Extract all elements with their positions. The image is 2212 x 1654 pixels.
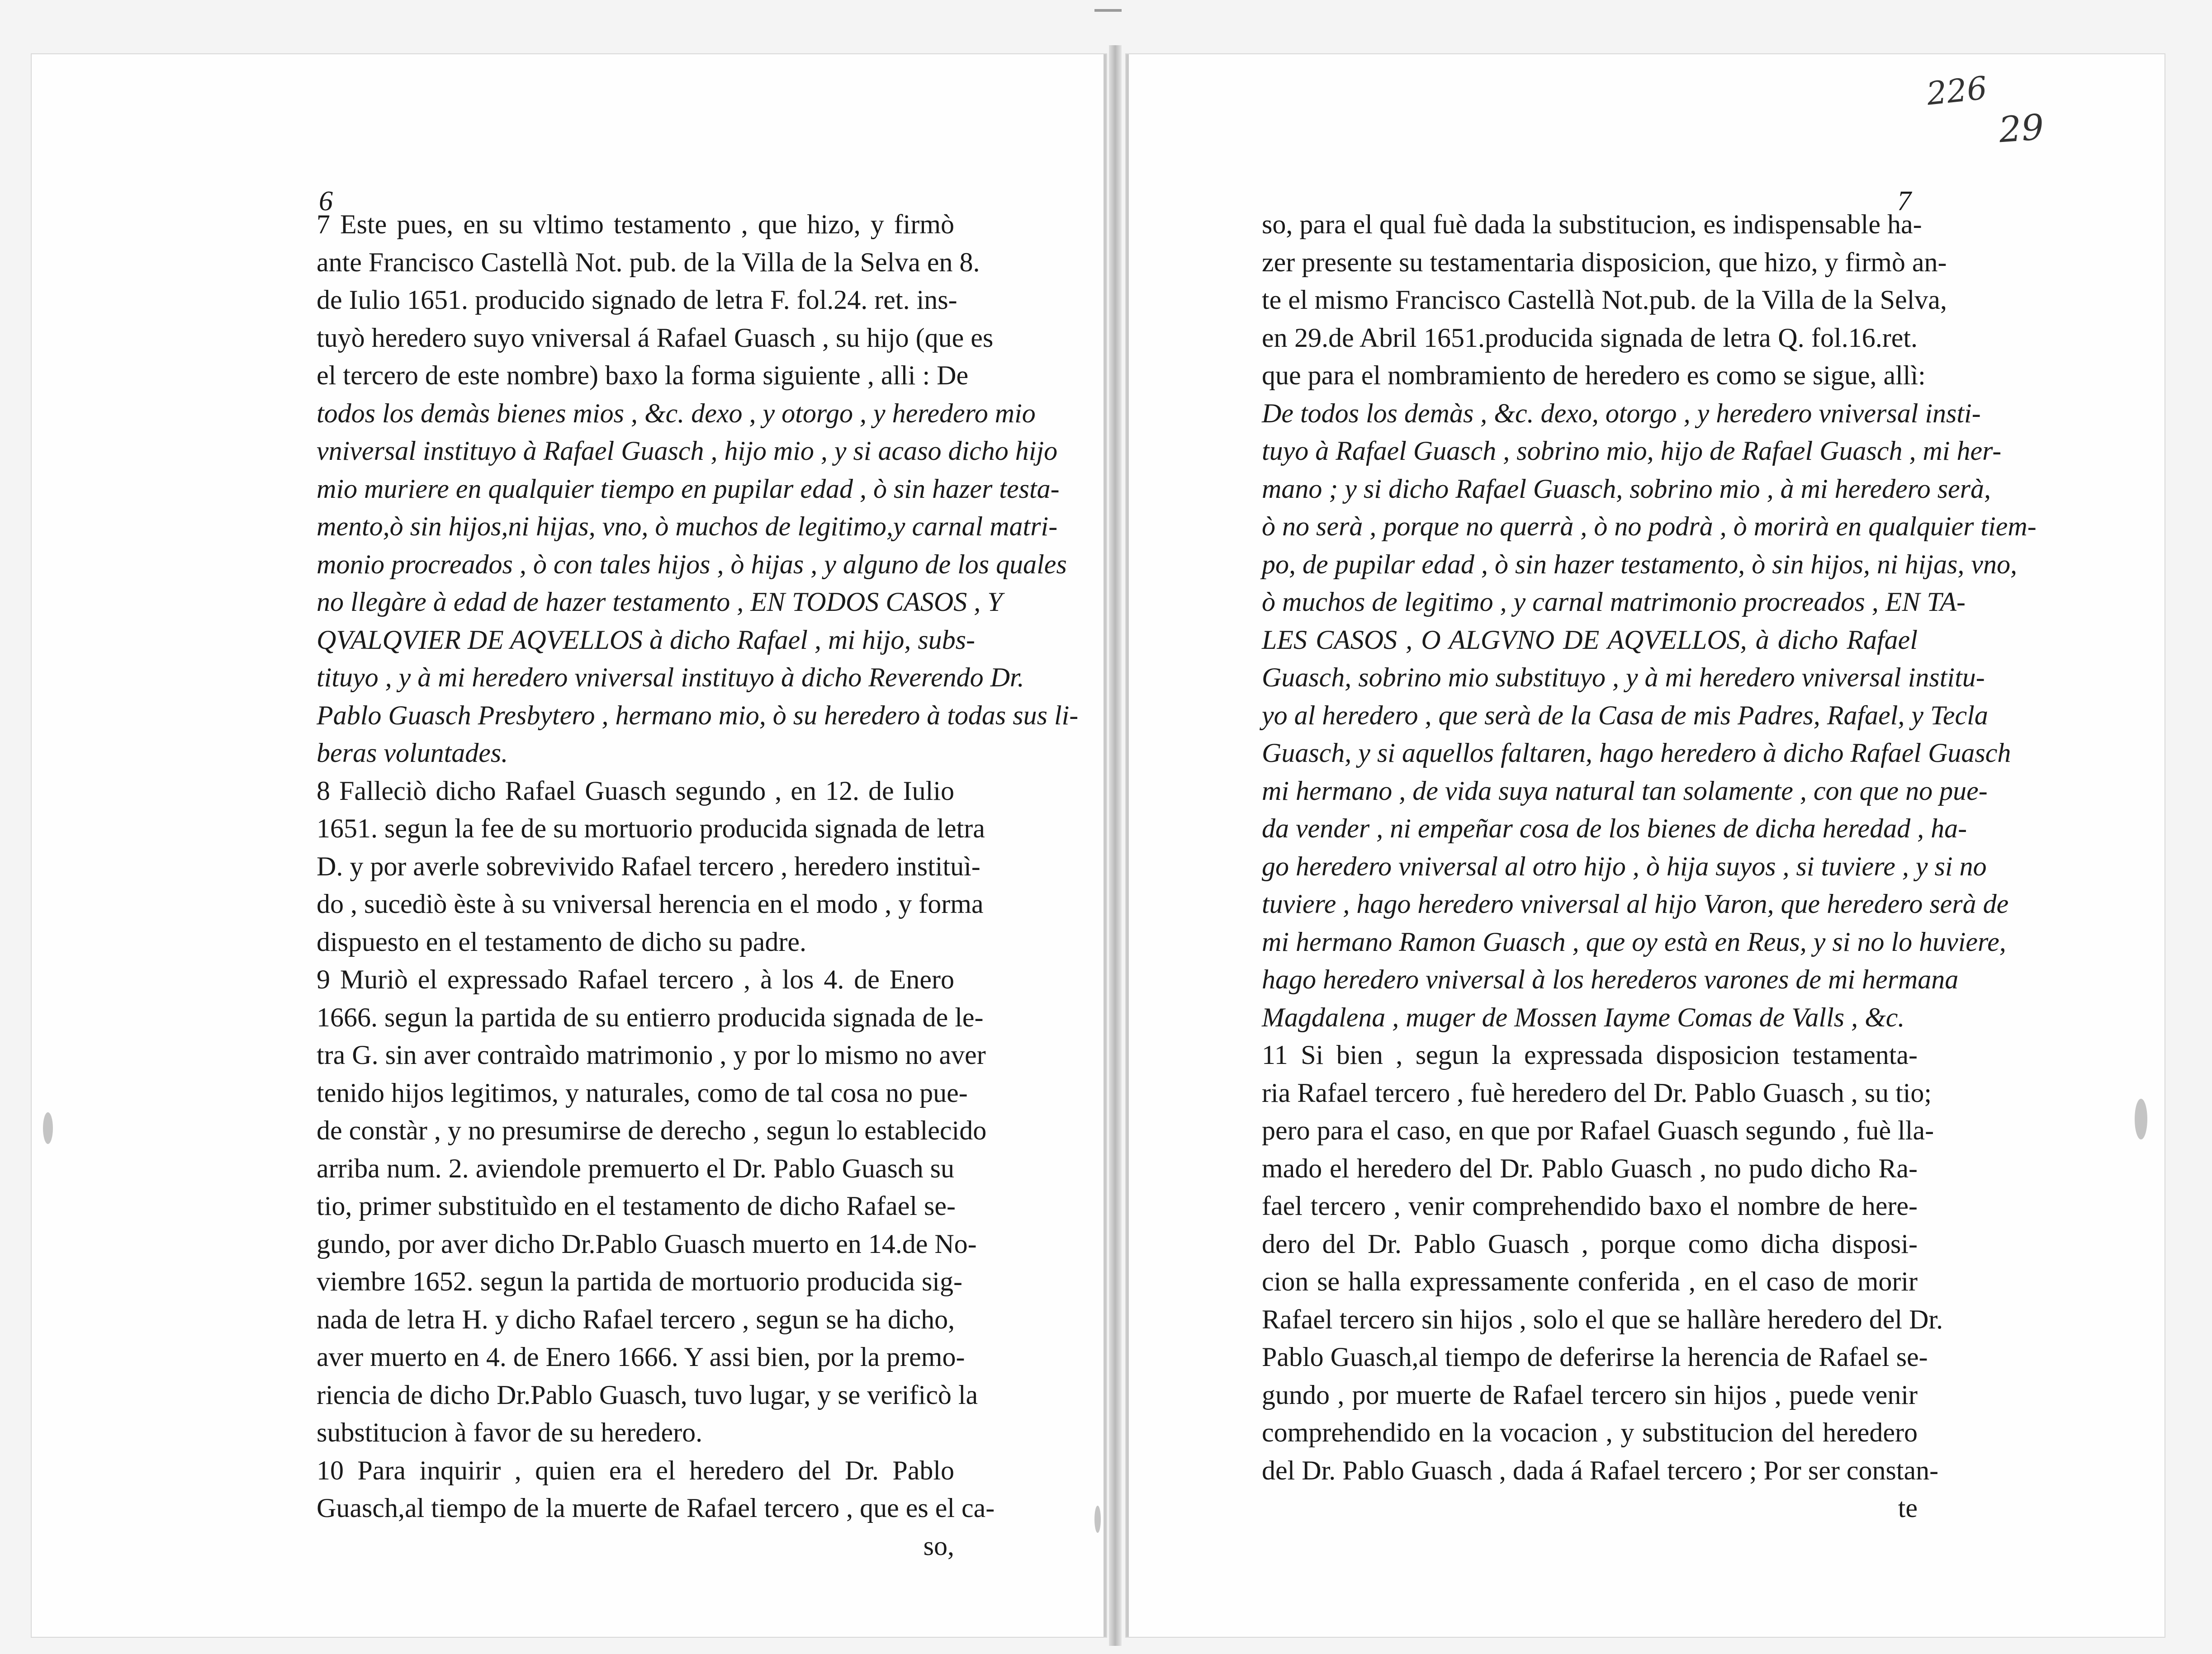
gutter-smudge <box>1094 1506 1101 1533</box>
text-line: ò no serà , porque no querrà , ò no podrà , ò morirà en qualquier tiem- <box>1262 511 2037 541</box>
text-line: gundo , por muerte de Rafael tercero sin hijos , puede venir <box>1262 1380 1918 1410</box>
text-line: 10 Para inquirir , quien era el heredero del Dr. Pablo <box>317 1455 954 1485</box>
text-line: mi hermano Ramon Guasch , que oy està en Reus, y si no lo huviere, <box>1262 926 2006 957</box>
handwritten-folio-number: 29 <box>1997 107 2046 151</box>
text-line: pero para el caso, en que por Rafael Guasch segundo , fuè lla- <box>1262 1115 1934 1145</box>
text-line: vniversal instituyo à Rafael Guasch , hijo mio , y si acaso dicho hijo <box>317 436 1058 466</box>
text-line: Magdalena , muger de Mossen Iayme Comas de Valls , &c. <box>1262 1002 1905 1032</box>
text-line: LES CASOS , O ALGVNO DE AQVELLOS, à dicho Rafael <box>1262 624 1918 655</box>
text-line: mento,ò sin hijos,ni hijas, vno, ò muchos de legitimo,y carnal matri- <box>317 511 1058 541</box>
text-line: substitucion à favor de su heredero. <box>317 1418 703 1447</box>
text-line: 1666. segun la partida de su entierro producida signada de le- <box>317 1002 984 1032</box>
text-line: riencia de dicho Dr.Pablo Guasch, tuvo lugar, y se verificò la <box>317 1380 978 1410</box>
text-line: 1651. segun la fee de su mortuorio producida signada de letra <box>317 813 985 843</box>
text-line: 9 Muriò el expressado Rafael tercero , à los 4. de Enero <box>317 964 954 994</box>
top-mark <box>1094 9 1122 12</box>
text-line: Pablo Guasch,al tiempo de deferirse la herencia de Rafael se- <box>1262 1342 1928 1372</box>
text-line: Guasch, y si aquellos faltaren, hago heredero à dicho Rafael Guasch <box>1262 738 2011 768</box>
text-line: da vender , ni empeñar cosa de los bienes de dicha heredad , ha- <box>1262 813 1967 843</box>
catchword: so, <box>923 1531 954 1561</box>
text-line: te el mismo Francisco Castellà Not.pub. de la Villa de la Selva, <box>1262 285 1947 315</box>
text-line: De todos los demàs , &c. dexo, otorgo , y heredero vniversal insti- <box>1262 398 1981 428</box>
text-line: dispuesto en el testamento de dicho su padre. <box>317 926 807 957</box>
catchword: te <box>1898 1493 1918 1523</box>
left-page-number: 6 <box>319 186 333 217</box>
left-page-text <box>317 206 1079 1565</box>
text-line: QVALQVIER DE AQVELLOS à dicho Rafael , mi hijo, subs- <box>317 624 975 655</box>
text-line: tuviere , hago heredero vniversal al hijo Varon, que heredero serà de <box>1262 889 2009 919</box>
text-line: no llegàre à edad de hazer testamento , EN TODOS CASOS , Y <box>317 587 1003 617</box>
handwritten-archive-number: 226 <box>1925 69 1989 113</box>
text-line: ante Francisco Castellà Not. pub. de la Villa de la Selva en 8. <box>317 247 980 277</box>
text-line: so, para el qual fuè dada la substitucion, es indispensable ha- <box>1262 209 1922 239</box>
text-line: comprehendido en la vocacion , y substitucion del heredero <box>1262 1418 1918 1447</box>
book-gutter <box>1109 45 1122 1646</box>
text-line: mio muriere en qualquier tiempo en pupilar edad , ò sin hazer testa- <box>317 473 1060 504</box>
text-line: D. y por averle sobrevivido Rafael tercero , heredero instituì- <box>317 851 980 881</box>
binding-hole-left <box>43 1112 53 1144</box>
text-line: beras voluntades. <box>317 738 508 768</box>
text-line: todos los demàs bienes mios , &c. dexo , y otorgo , y heredero mio <box>317 398 1036 428</box>
text-line: nada de letra H. y dicho Rafael tercero , segun se ha dicho, <box>317 1304 955 1334</box>
binding-hole-right <box>2135 1099 2147 1139</box>
text-line: Guasch, sobrino mio substituyo , y à mi heredero vniversal institu- <box>1262 662 1985 692</box>
text-line: ria Rafael tercero , fuè heredero del Dr. Pablo Guasch , su tio; <box>1262 1077 1932 1108</box>
right-page-text <box>1262 206 2037 1527</box>
text-line: tituyo , y à mi heredero vniversal instituyo à dicho Reverendo Dr. <box>317 662 1024 692</box>
text-line: po, de pupilar edad , ò sin hazer testamento, ò sin hijos, ni hijas, vno, <box>1262 549 2017 579</box>
text-line: que para el nombramiento de heredero es como se sigue, allì: <box>1262 360 1926 390</box>
text-line: dero del Dr. Pablo Guasch , porque como dicha disposi- <box>1262 1229 1918 1259</box>
text-line: mano ; y si dicho Rafael Guasch, sobrino mio , à mi heredero serà, <box>1262 473 1991 504</box>
text-line: tio, primer substituìdo en el testamento de dicho Rafael se- <box>317 1191 956 1221</box>
text-line: ò muchos de legitimo , y carnal matrimonio procreados , EN TA- <box>1262 587 1966 617</box>
text-line: tenido hijos legitimos, y naturales, como de tal cosa no pue- <box>317 1077 968 1108</box>
text-line: del Dr. Pablo Guasch , dada á Rafael tercero ; Por ser constan- <box>1262 1455 1939 1485</box>
text-line: monio procreados , ò con tales hijos , ò hijas , y alguno de los quales <box>317 549 1067 579</box>
text-line: Guasch,al tiempo de la muerte de Rafael tercero , que es el ca- <box>317 1493 995 1523</box>
text-line: de Iulio 1651. producido signado de letra F. fol.24. ret. ins- <box>317 285 957 315</box>
text-line: cion se halla expressamente conferida , en el caso de morir <box>1262 1266 1918 1296</box>
text-line: tuyò heredero suyo vniversal á Rafael Guasch , su hijo (que es <box>317 322 994 353</box>
text-line: go heredero vniversal al otro hijo , ò hija suyos , si tuviere , y si no <box>1262 851 1987 881</box>
text-line: yo al heredero , que serà de la Casa de mis Padres, Rafael, y Tecla <box>1262 700 1988 730</box>
text-line: aver muerto en 4. de Enero 1666. Y assi bien, por la premo- <box>317 1342 965 1372</box>
right-page-number: 7 <box>1897 186 1911 217</box>
text-line: fael tercero , venir comprehendido baxo el nombre de here- <box>1262 1191 1918 1221</box>
text-line: do , sucediò èste à su vniversal herencia en el modo , y forma <box>317 889 984 919</box>
text-line: Rafael tercero sin hijos , solo el que se hallàre heredero del Dr. <box>1262 1304 1943 1334</box>
text-line: tra G. sin aver contraìdo matrimonio , y por lo mismo no aver <box>317 1040 986 1070</box>
text-line: 11 Si bien , segun la expressada disposicion testamenta- <box>1262 1040 1918 1070</box>
text-line: de constàr , y no presumirse de derecho , segun lo establecido <box>317 1115 987 1145</box>
text-line: en 29.de Abril 1651.producida signada de letra Q. fol.16.ret. <box>1262 322 1918 353</box>
text-line: el tercero de este nombre) baxo la forma siguiente , alli : De <box>317 360 969 390</box>
text-line: mi hermano , de vida suya natural tan solamente , con que no pue- <box>1262 775 1988 806</box>
text-line: 7 Este pues, en su vltimo testamento , que hizo, y firmò <box>317 209 954 239</box>
text-line: hago heredero vniversal à los herederos varones de mi hermana <box>1262 964 1959 994</box>
text-line: 8 Falleciò dicho Rafael Guasch segundo , en 12. de Iulio <box>317 775 954 806</box>
text-line: Pablo Guasch Presbytero , hermano mio, ò su heredero à todas sus li- <box>317 700 1079 730</box>
text-line: gundo, por aver dicho Dr.Pablo Guasch muerto en 14.de No- <box>317 1229 977 1259</box>
text-line: viembre 1652. segun la partida de mortuorio producida sig- <box>317 1266 962 1296</box>
text-line: tuyo à Rafael Guasch , sobrino mio, hijo de Rafael Guasch , mi her- <box>1262 436 2002 466</box>
text-line: mado el heredero del Dr. Pablo Guasch , no pudo dicho Ra- <box>1262 1153 1918 1183</box>
text-line: zer presente su testamentaria disposicion, que hizo, y firmò an- <box>1262 247 1947 277</box>
text-line: arriba num. 2. aviendole premuerto el Dr. Pablo Guasch su <box>317 1153 954 1183</box>
